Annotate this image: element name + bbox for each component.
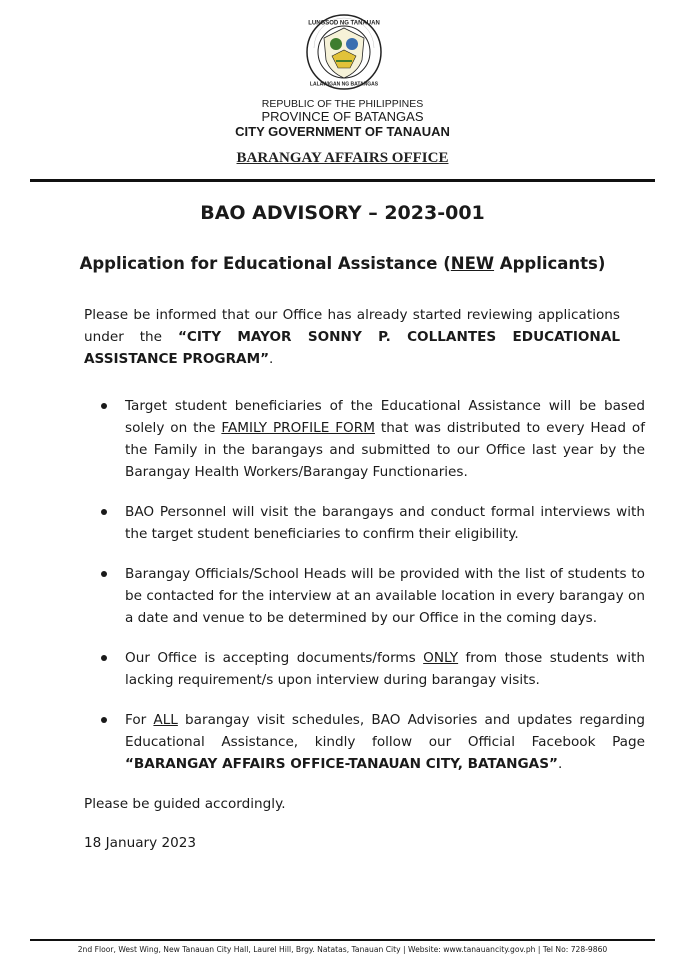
subject-text-end: Applicants) — [494, 254, 606, 273]
intro-text: Please be informed that our Office has already started reviewing applications under the — [84, 307, 620, 345]
intro-paragraph — [84, 304, 620, 370]
city-seal-logo — [306, 14, 382, 90]
bullet-text: from those students with lacking requirement/s upon interview during barangay visits. — [125, 650, 645, 688]
bullet-item: BAO Personnel will visit the barangays and conduct formal interviews with the target student beneficiaries to confirm their eligibility. — [125, 501, 645, 545]
bullet-item: Barangay Officials/School Heads will be provided with the list of students to be contacted for the interview at an available location in every barangay on a date and venue to be determined by our Office in the coming days. — [125, 563, 645, 629]
header-province: PROVINCE OF BATANGAS — [261, 109, 424, 124]
bullet-item — [125, 709, 645, 775]
family-profile-form-emphasis: FAMILY PROFILE FORM — [221, 420, 375, 436]
subject-text: Application for Educational Assistance ( — [79, 254, 451, 273]
bullet-text-end: . — [557, 756, 563, 772]
header-divider — [30, 179, 655, 182]
bullet-text: For — [125, 712, 154, 728]
svg-text:LALAWIGAN NG BATANGAS: LALAWIGAN NG BATANGAS — [309, 81, 379, 88]
advisory-date: 18 January 2023 — [84, 835, 197, 851]
footer-divider — [30, 939, 655, 941]
program-name: “CITY MAYOR SONNY P. COLLANTES EDUCATIONAL ASSISTANCE PROGRAM” — [84, 329, 620, 367]
intro-end: . — [269, 351, 274, 367]
office-name: BARANGAY AFFAIRS OFFICE — [236, 150, 449, 166]
advisory-subject — [0, 254, 685, 273]
bullet-text: Target student beneficiaries of the Educational Assistance will be based solely on the — [125, 398, 645, 436]
advisory-title: BAO ADVISORY – 2023-001 — [200, 202, 485, 224]
bullet-text: barangay visit schedules, BAO Advisories and updates regarding Educational Assistance, kindly follow our Official Facebook Page — [125, 712, 646, 750]
only-emphasis: ONLY — [423, 650, 459, 666]
footer-contact: 2nd Floor, West Wing, New Tanauan City Hall, Laurel Hill, Brgy. Natatas, Tanauan City | Website: www.tanauancity.gov.ph | Tel No: 728-9860 — [77, 945, 608, 954]
bullet-item — [125, 395, 645, 483]
bullet-text: Our Office is accepting documents/forms — [125, 650, 424, 666]
header-country: REPUBLIC OF THE PHILIPPINES — [261, 98, 424, 110]
svg-text:LUNGSOD NG TANAUAN: LUNGSOD NG TANAUAN — [308, 20, 380, 27]
all-emphasis: ALL — [153, 712, 178, 728]
facebook-page-name: “BARANGAY AFFAIRS OFFICE-TANAUAN CITY, BATANGAS” — [125, 756, 558, 772]
header-city-government: CITY GOVERNMENT OF TANAUAN — [235, 124, 450, 139]
subject-new-emphasis: NEW — [450, 254, 495, 273]
advisory-bullet-list — [100, 395, 645, 793]
closing-line: Please be guided accordingly. — [84, 796, 286, 812]
bullet-text: that was distributed to every Head of the Family in the barangays and submitted to our Office last year by the Barangay Health Workers/Barangay Functionaries. — [125, 420, 645, 480]
bullet-item — [125, 647, 645, 691]
